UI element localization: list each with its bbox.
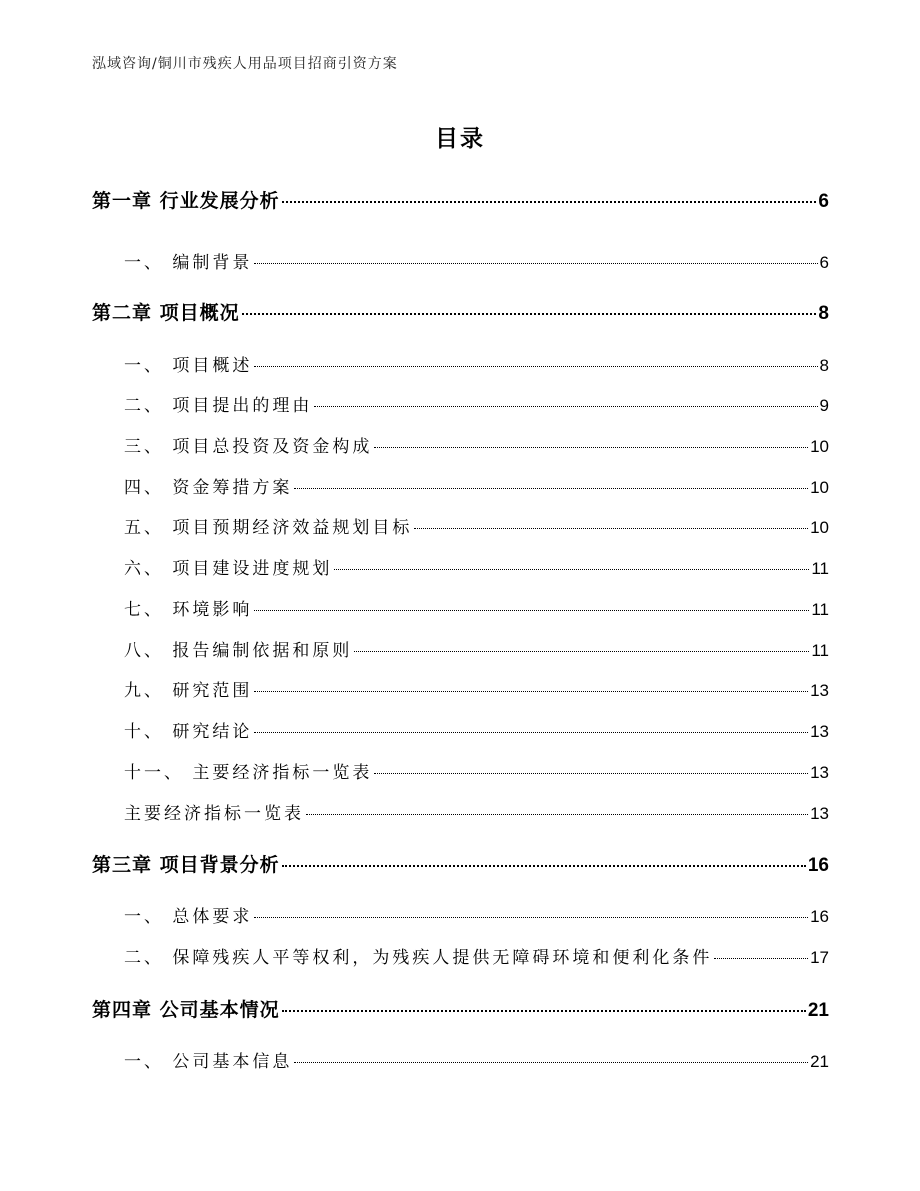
toc-entry-text: 七、 环境影响 — [124, 600, 253, 620]
toc-dot-leader — [374, 447, 808, 448]
toc-entry-text: 三、 项目总投资及资金构成 — [124, 437, 373, 457]
toc-page-number: 13 — [810, 722, 829, 741]
toc-page-number: 9 — [819, 396, 829, 415]
toc-page-number: 17 — [810, 948, 829, 967]
toc-page-number: 10 — [810, 478, 829, 497]
page-header: 泓域咨询/铜川市残疾人用品项目招商引资方案 — [92, 56, 398, 72]
toc-section-entry[interactable] — [124, 717, 829, 742]
toc-chapter-entry[interactable] — [92, 298, 829, 325]
toc-dot-leader — [282, 1010, 806, 1012]
toc-page-number: 8 — [818, 303, 829, 324]
toc-section-entry[interactable] — [124, 595, 829, 620]
toc-dot-leader — [282, 201, 817, 203]
toc-title: 目录 — [435, 126, 485, 152]
toc-page-number: 13 — [810, 804, 829, 823]
toc-page-number: 16 — [807, 855, 829, 876]
toc-page-number: 21 — [807, 1000, 829, 1021]
toc-entry-text: 五、 项目预期经济效益规划目标 — [124, 518, 413, 538]
toc-entry-text: 八、 报告编制依据和原则 — [124, 641, 353, 661]
toc-dot-leader — [306, 814, 808, 815]
toc-section-entry[interactable] — [124, 554, 829, 579]
toc-section-entry[interactable] — [124, 473, 829, 498]
toc-page-number: 6 — [819, 253, 829, 272]
toc-entry-text: 二、 保障残疾人平等权利，为残疾人提供无障碍环境和便利化条件 — [124, 948, 713, 968]
toc-page-number: 21 — [810, 1052, 829, 1071]
toc-entry-text: 十一、 主要经济指标一览表 — [124, 763, 373, 783]
toc-page-number: 13 — [810, 681, 829, 700]
toc-entry-text: 一、 编制背景 — [124, 253, 253, 273]
toc-entry-text: 一、 项目概述 — [124, 356, 253, 376]
toc-page-number: 11 — [811, 559, 829, 578]
toc-dot-leader — [254, 732, 808, 733]
toc-dot-leader — [282, 865, 806, 867]
toc-section-entry[interactable] — [124, 432, 829, 457]
toc-dot-leader — [242, 313, 817, 315]
toc-entry-text: 一、 公司基本信息 — [124, 1052, 293, 1072]
toc-entry-text: 四、 资金筹措方案 — [124, 478, 293, 498]
toc-entry-text: 九、 研究范围 — [124, 681, 253, 701]
toc-section-entry[interactable] — [124, 391, 829, 416]
toc-page-number: 10 — [810, 518, 829, 537]
toc-dot-leader — [374, 773, 808, 774]
toc-section-entry[interactable] — [124, 799, 829, 824]
toc-dot-leader — [414, 528, 808, 529]
toc-chapter-entry[interactable] — [92, 850, 829, 877]
toc-dot-leader — [254, 610, 809, 611]
toc-section-entry[interactable] — [124, 1047, 829, 1072]
toc-section-entry[interactable] — [124, 248, 829, 273]
toc-page-number: 13 — [810, 763, 829, 782]
toc-section-entry[interactable] — [124, 351, 829, 376]
toc-section-entry[interactable] — [124, 636, 829, 661]
toc-dot-leader — [294, 488, 808, 489]
toc-section-entry[interactable] — [124, 676, 829, 701]
toc-dot-leader — [254, 691, 808, 692]
toc-page-number: 6 — [818, 191, 829, 212]
toc-dot-leader — [314, 406, 817, 407]
toc-entry-text: 主要经济指标一览表 — [124, 804, 304, 824]
toc-dot-leader — [714, 958, 808, 959]
toc-dot-leader — [254, 263, 817, 264]
toc-page-number: 11 — [811, 641, 829, 660]
toc-entry-text: 二、 项目提出的理由 — [124, 396, 313, 416]
toc-dot-leader — [294, 1062, 808, 1063]
toc-section-entry[interactable] — [124, 902, 829, 927]
toc-dot-leader — [254, 366, 817, 367]
toc-page-number: 11 — [811, 600, 829, 619]
toc-entry-text: 第四章 公司基本情况 — [92, 999, 280, 1021]
toc-section-entry[interactable] — [124, 758, 829, 783]
toc-dot-leader — [334, 569, 809, 570]
toc-entry-text: 十、 研究结论 — [124, 722, 253, 742]
toc-page-number: 16 — [810, 907, 829, 926]
toc-entry-text: 一、 总体要求 — [124, 907, 253, 927]
toc-entry-text: 第二章 项目概况 — [92, 302, 240, 324]
toc-chapter-entry[interactable] — [92, 995, 829, 1022]
toc-chapter-entry[interactable] — [92, 186, 829, 213]
toc-section-entry[interactable] — [124, 513, 829, 538]
toc-entry-text: 六、 项目建设进度规划 — [124, 559, 333, 579]
toc-entry-text: 第一章 行业发展分析 — [92, 190, 280, 212]
toc-page-number: 10 — [810, 437, 829, 456]
toc-page-number: 8 — [819, 356, 829, 375]
toc-section-entry[interactable] — [124, 943, 829, 968]
toc-dot-leader — [354, 651, 809, 652]
toc-dot-leader — [254, 917, 808, 918]
toc-entry-text: 第三章 项目背景分析 — [92, 854, 280, 876]
